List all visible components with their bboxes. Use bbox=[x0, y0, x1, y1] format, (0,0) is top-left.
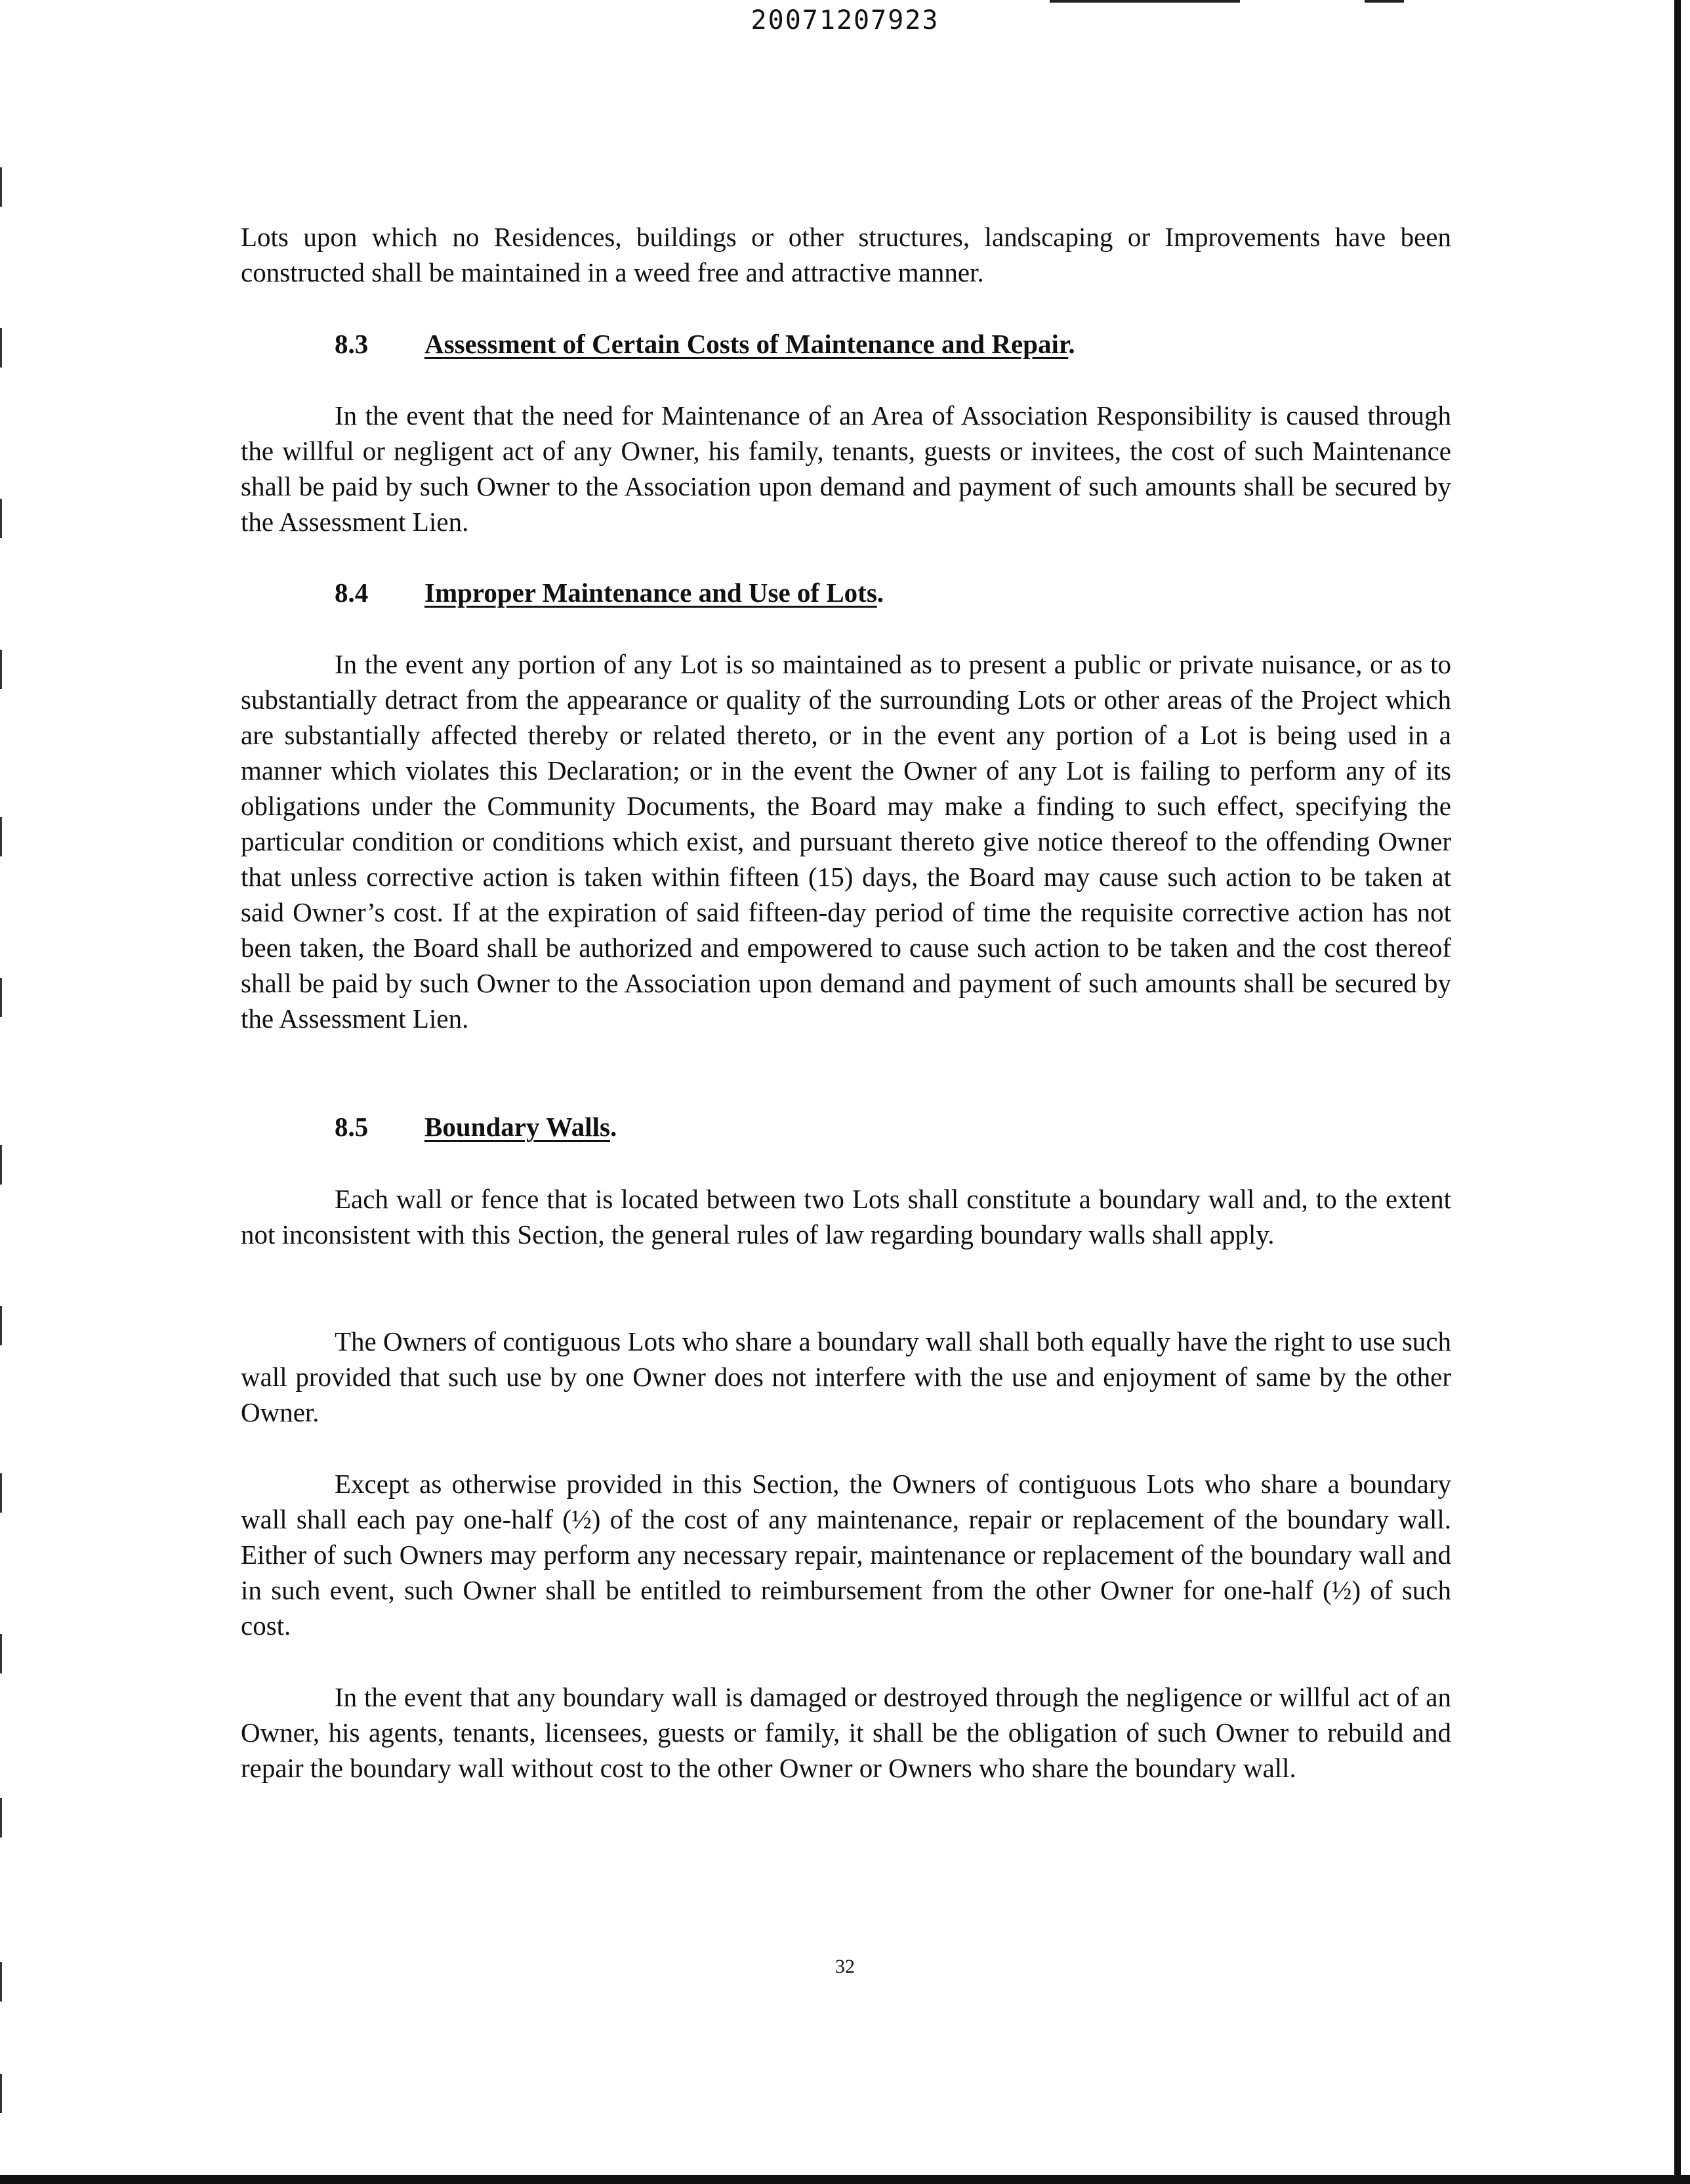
scan-top-rule bbox=[1050, 0, 1240, 3]
scan-border-right bbox=[1674, 0, 1681, 2184]
section-paragraph: In the event that the need for Maintenance of an Area of Association Responsibility is caused through the willful or negligent act of any Owner, his family, tenants, guests or invitees, the cost of such Maintenance shall be paid by such Owner to the Association upon demand and payment of such amounts shall be secured by the Assessment Lien. bbox=[241, 400, 1451, 537]
scan-edge-mark bbox=[0, 817, 2, 856]
section-title: Assessment of Certain Costs of Maintenance and Repair bbox=[424, 329, 1069, 359]
section-8-4 bbox=[241, 575, 1451, 610]
document-number: 20071207923 bbox=[751, 5, 939, 35]
section-title: Improper Maintenance and Use of Lots bbox=[424, 578, 877, 608]
intro-block bbox=[241, 219, 1451, 290]
scan-edge-mark bbox=[0, 1306, 2, 1345]
heading-period: . bbox=[609, 1112, 617, 1142]
scan-edge-mark bbox=[0, 1145, 2, 1185]
scan-edge-mark bbox=[0, 499, 2, 538]
scan-edge-mark bbox=[0, 167, 2, 207]
scan-edge-mark bbox=[0, 2074, 2, 2113]
section-8-5-para-4 bbox=[241, 1679, 1451, 1786]
scan-edge-mark bbox=[0, 1473, 2, 1513]
heading-period: . bbox=[876, 578, 884, 608]
section-number: 8.5 bbox=[335, 1112, 369, 1142]
section-8-5-para-2 bbox=[241, 1324, 1451, 1430]
section-heading bbox=[241, 1109, 1451, 1144]
section-title: Boundary Walls bbox=[424, 1112, 610, 1142]
section-paragraph: In the event any portion of any Lot is so maintained as to present a public or private nuisance, or as to substantially detract from the appearance or quality of the surrounding Lots or other areas of the Project which are substantially affected thereby or related thereto, or in the event any portion of a Lot is being used in a manner which violates this Declaration; or in the event the Owner of any Lot is failing to perform any of its obligations under the Community Documents, the Board may make a finding to such effect, specifying the particular condition or conditions which exist, and pursuant thereto give notice thereof to the offending Owner that unless corrective action is taken within fifteen (15) days, the Board may cause such action to be taken at said Owner’s cost. If at the expiration of said fifteen-day period of time the requisite corrective action has not been taken, the Board shall be authorized and empowered to cause such action to be taken and the cost thereof shall be paid by such Owner to the Association upon demand and payment of such amounts shall be secured by the Assessment Lien. bbox=[241, 649, 1451, 1034]
section-heading bbox=[241, 575, 1451, 610]
scan-edge-mark bbox=[0, 328, 2, 368]
section-paragraph: Each wall or fence that is located between two Lots shall constitute a boundary wall and, to the extent not inconsistent with this Section, the general rules of law regarding boundary walls shall apply. bbox=[241, 1184, 1451, 1250]
scan-top-rule bbox=[1365, 0, 1404, 3]
section-number: 8.3 bbox=[335, 329, 369, 359]
section-8-3 bbox=[241, 326, 1451, 362]
scan-edge-mark bbox=[0, 1798, 2, 1838]
scan-edge-mark bbox=[0, 978, 2, 1017]
section-8-4-body bbox=[241, 646, 1451, 1036]
section-8-3-body bbox=[241, 398, 1451, 539]
scan-edge-mark bbox=[0, 650, 2, 689]
section-paragraph: The Owners of contiguous Lots who share a boundary wall shall both equally have the right to use such wall provided that such use by one Owner does not interfere with the use and enjoyment of same by the other Owner. bbox=[241, 1326, 1451, 1427]
page-number: 32 bbox=[835, 1956, 855, 1977]
section-paragraph: In the event that any boundary wall is damaged or destroyed through the negligence or willful act of an Owner, his agents, tenants, licensees, guests or family, it shall be the obligation of such Owner to rebuild and repair the boundary wall without cost to the other Owner or Owners who share the boundary wall. bbox=[241, 1682, 1451, 1783]
intro-paragraph: Lots upon which no Residences, buildings or other structures, landscaping or Improvements have been constructed shall be maintained in a weed free and attractive manner. bbox=[241, 222, 1451, 287]
scan-border-bottom bbox=[0, 2175, 1690, 2184]
section-8-5-para-3 bbox=[241, 1466, 1451, 1643]
section-8-5 bbox=[241, 1109, 1451, 1144]
section-8-5-para-1 bbox=[241, 1181, 1451, 1252]
section-paragraph: Except as otherwise provided in this Section, the Owners of contiguous Lots who share a boundary wall shall each pay one-half (½) of the cost of any maintenance, repair or replacement of the boundary wall. Either of such Owners may perform any necessary repair, maintenance or replacement of the boundary wall and in such event, such Owner shall be entitled to reimbursement from the other Owner for one-half (½) of such cost. bbox=[241, 1469, 1451, 1641]
heading-period: . bbox=[1068, 329, 1075, 359]
scan-edge-mark bbox=[0, 1634, 2, 1673]
section-heading bbox=[241, 326, 1451, 362]
section-number: 8.4 bbox=[335, 578, 369, 608]
